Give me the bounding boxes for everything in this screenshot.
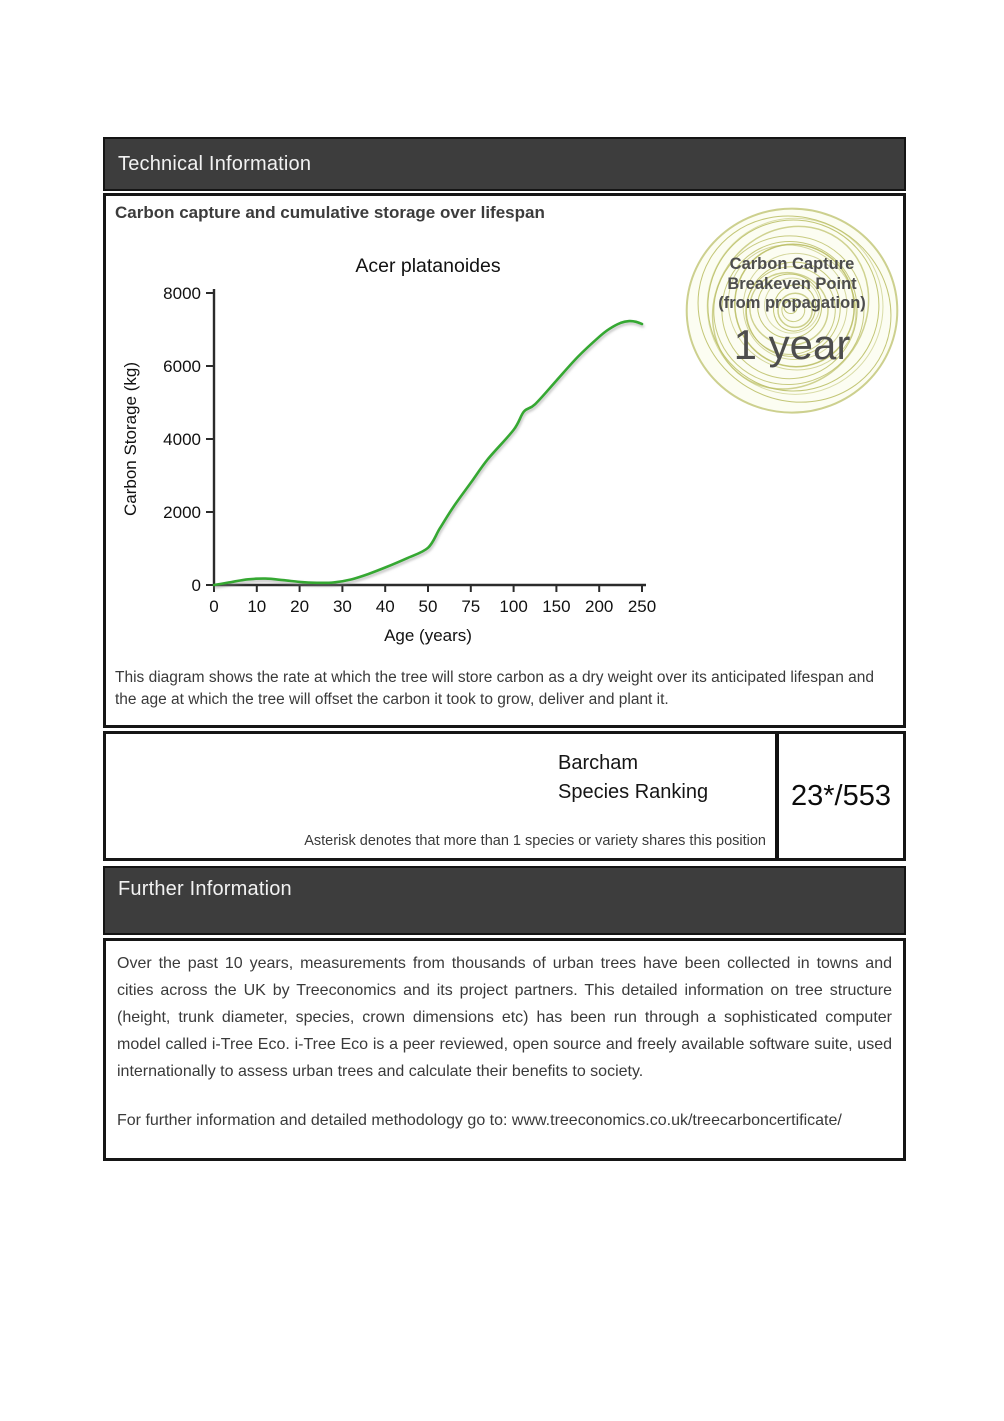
chart-y-tick-label: 0 [191, 576, 201, 595]
ranking-asterisk-note: Asterisk denotes that more than 1 species or variety shares this position [304, 833, 766, 849]
ranking-label-cell [106, 734, 779, 858]
chart-x-axis-label: Age (years) [384, 626, 472, 645]
chart-caption: This diagram shows the rate at which the tree will store carbon as a dry weight over its anticipated lifespan and the age at which the tree will offset the carbon it took to grow, deliver and plant it. [115, 669, 875, 708]
chart-y-tick-label: 4000 [163, 430, 201, 449]
badge-breakeven-value: 1 year [733, 320, 851, 368]
methodology-url-line: For further information and detailed methodology go to: www.treeconomics.co.uk/treecarboncertificate/ [117, 1112, 842, 1129]
chart-panel-heading: Carbon capture and cumulative storage over lifespan [115, 203, 545, 222]
technical-information-title: Technical Information [118, 152, 312, 175]
chart-title: Acer platanoides [355, 255, 501, 277]
chart-y-axis-label: Carbon Storage (kg) [121, 361, 140, 517]
chart-y-tick-label: 8000 [163, 284, 201, 303]
badge-line-2: Breakeven Point [727, 274, 857, 293]
chart-x-tick-label: 0 [209, 597, 219, 616]
chart-x-tick-label: 75 [461, 597, 481, 616]
carbon-storage-chart [106, 232, 766, 662]
further-information-panel [103, 938, 906, 1161]
chart-panel [103, 193, 906, 728]
chart-y-tick-label: 2000 [163, 503, 201, 522]
chart-x-tick-label: 10 [247, 597, 267, 616]
further-information-header [103, 866, 906, 935]
badge-line-1: Carbon Capture [729, 255, 855, 274]
chart-x-tick-label: 150 [542, 597, 571, 616]
chart-x-tick-label: 50 [418, 597, 438, 616]
ranking-value-cell [779, 734, 903, 858]
chart-x-tick-label: 30 [332, 597, 352, 616]
carbon-storage-curve [214, 321, 642, 585]
breakeven-badge-text [684, 204, 900, 414]
methodology-paragraph: Over the past 10 years, measurements from thousands of urban trees have been collected in towns and cities across the UK by Treeconomics and its project partners. This detailed information on tree structure (height, trunk diameter, species, crown dimensions etc) has been run through a sophisticated computer model called i-Tree Eco. i-Tree Eco is a peer reviewed, open source and freely available software suite, used internationally to assess urban trees and calculate their benefits to society. [117, 955, 892, 1080]
ranking-label: Species Ranking [558, 781, 709, 803]
breakeven-badge [684, 204, 900, 414]
ranking-title [558, 749, 708, 807]
chart-x-tick-label: 20 [290, 597, 310, 616]
further-information-title: Further Information [118, 878, 292, 900]
ranking-org: Barcham [558, 752, 639, 774]
technical-information-header [103, 137, 906, 191]
chart-y-tick-label: 6000 [163, 357, 201, 376]
badge-line-3: (from propagation) [718, 294, 866, 313]
chart-x-tick-label: 200 [585, 597, 614, 616]
chart-x-tick-label: 40 [375, 597, 395, 616]
chart-x-tick-label: 250 [627, 597, 657, 616]
chart-x-tick-label: 100 [499, 597, 528, 616]
chart-axes [214, 289, 646, 585]
ranking-value: 23*/553 [791, 779, 891, 812]
species-ranking-box [103, 731, 906, 861]
